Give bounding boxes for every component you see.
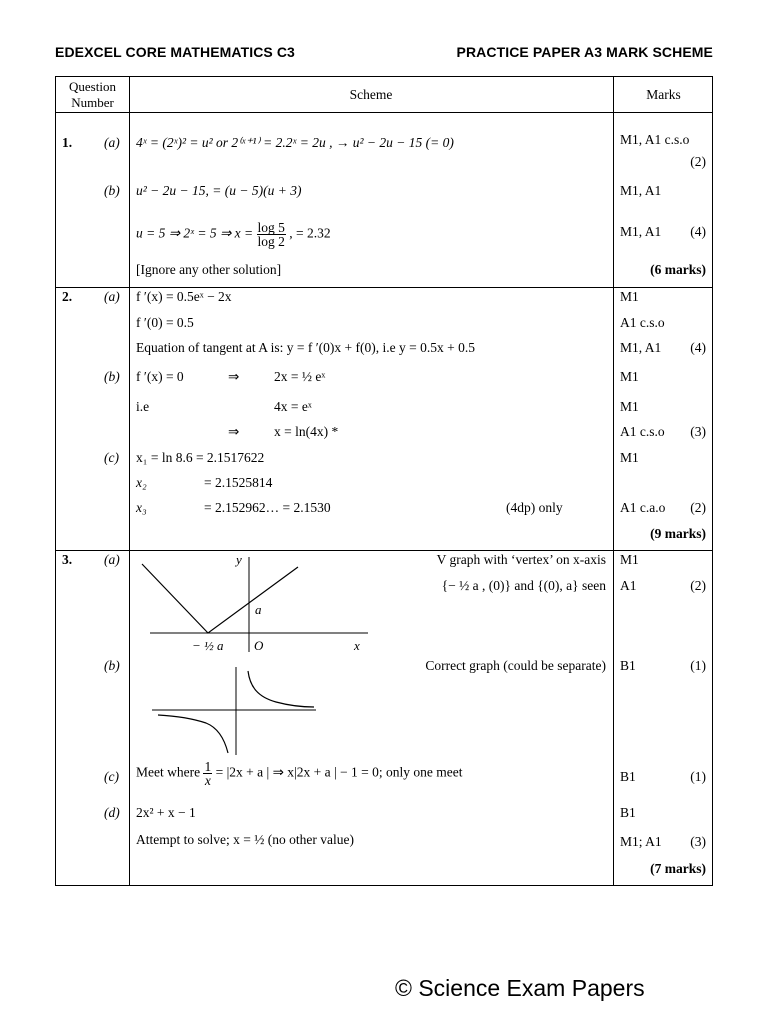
part-label: (b)	[104, 658, 120, 673]
mark-scheme-table	[55, 76, 713, 886]
scheme-line: 2x² + x − 1	[136, 805, 196, 820]
scheme-text: , = 2.32	[289, 225, 331, 241]
scheme-line: 4ˣ = (2ˣ)² = u² or 2⁽ˣ⁺¹⁾ = 2.2ˣ = 2u , → u² − 2u − 15 (= 0)	[136, 135, 454, 150]
marks: M1, A1 c.s.o	[620, 132, 690, 147]
part-label: (a)	[104, 552, 120, 567]
scheme-note: Correct graph (could be separate)	[425, 658, 606, 673]
marks: M1	[620, 552, 639, 567]
fraction	[203, 760, 212, 787]
implies-symbol: ⇒	[228, 424, 240, 439]
y-axis-label: y	[236, 552, 242, 567]
header-row-divider	[56, 112, 712, 113]
column-header-question: Question	[69, 79, 116, 94]
v-graph	[136, 552, 376, 657]
part-total: (2)	[690, 578, 706, 593]
fraction-denominator: log 2	[257, 234, 285, 249]
column-header-number: Number	[71, 95, 114, 110]
marks: M1, A1	[620, 340, 662, 355]
scheme-line: u² − 2u − 15, = (u − 5)(u + 3)	[136, 183, 302, 198]
reciprocal-graph	[146, 665, 326, 757]
part-label: (c)	[104, 769, 119, 784]
marks: M1	[620, 289, 639, 304]
marks: A1 c.a.o	[620, 500, 666, 515]
scheme-line: = 2.152962… = 2.1530	[204, 500, 331, 515]
marks: M1	[620, 399, 639, 414]
question-total: (6 marks)	[650, 262, 706, 277]
marks: M1, A1	[620, 183, 662, 198]
marks: M1	[620, 369, 639, 384]
scheme-line: x₂	[136, 475, 147, 490]
scheme-text: Meet where	[136, 764, 201, 780]
origin-label: O	[254, 638, 264, 653]
scheme-text: u = 5 ⇒ 2ˣ = 5 ⇒ x =	[136, 225, 254, 241]
part-total: (1)	[690, 658, 706, 673]
part-total: (2)	[690, 500, 706, 515]
column-header-scheme: Scheme	[349, 87, 393, 102]
scheme-line	[136, 221, 331, 248]
reciprocal-curve-positive	[248, 671, 314, 707]
scheme-line: f ′(x) = 0.5eˣ − 2x	[136, 289, 232, 304]
scheme-line: 4x = eˣ	[274, 399, 312, 414]
scheme-line: Equation of tangent at A is: y = f ′(0)x + f(0), i.e y = 0.5x + 0.5	[136, 340, 475, 355]
implies-symbol: ⇒	[228, 369, 240, 384]
scheme-note: {− ½ a , (0)} and {(0), a} seen	[441, 578, 606, 593]
scheme-line: [Ignore any other solution]	[136, 262, 282, 277]
scheme-line: x₃	[136, 500, 147, 515]
modulus-curve	[142, 564, 298, 633]
part-label: (b)	[104, 369, 120, 384]
scheme-line: x = ln(4x) *	[274, 424, 339, 439]
question-number: 2.	[62, 289, 73, 304]
marks: B1	[620, 805, 636, 820]
scheme-text: = |2x + a | ⇒ x|2x + a | − 1 = 0; only one meet	[215, 764, 463, 780]
part-total: (1)	[690, 769, 706, 784]
precision-note: (4dp) only	[506, 500, 563, 515]
scheme-line: f ′(x) = 0	[136, 369, 184, 384]
column-divider-2	[613, 77, 614, 885]
marks: B1	[620, 769, 636, 784]
scheme-line: = 2.1525814	[204, 475, 273, 490]
scheme-line	[136, 760, 463, 787]
part-label: (a)	[104, 135, 120, 150]
column-header-marks: Marks	[646, 87, 681, 102]
copyright-footer: © Science Exam Papers	[395, 975, 645, 1001]
fraction-numerator: 1	[204, 759, 212, 774]
part-label: (b)	[104, 183, 120, 198]
scheme-line: 2x = ½ eˣ	[274, 369, 326, 384]
part-total: (3)	[690, 424, 706, 439]
row-divider-q1	[56, 287, 712, 288]
question-total: (9 marks)	[650, 526, 706, 541]
scheme-line: f ′(0) = 0.5	[136, 315, 194, 330]
column-divider-1	[129, 77, 130, 885]
paper-subtitle: PRACTICE PAPER A3 MARK SCHEME	[456, 44, 713, 60]
marks: A1 c.s.o	[620, 315, 665, 330]
marks: B1	[620, 658, 636, 673]
fraction	[257, 221, 286, 248]
marks: M1, A1	[620, 224, 662, 239]
question-total: (7 marks)	[650, 861, 706, 876]
x-intercept-label: − ½ a	[192, 638, 224, 653]
part-label: (c)	[104, 450, 119, 465]
scheme-line: x₁ = ln 8.6 = 2.1517622	[136, 450, 265, 465]
paper-title: EDEXCEL CORE MATHEMATICS C3	[55, 44, 295, 60]
fraction-denominator: x	[204, 773, 211, 788]
x-axis-label: x	[354, 638, 360, 653]
reciprocal-curve-negative	[158, 715, 228, 753]
scheme-line: Attempt to solve; x = ½ (no other value)	[136, 832, 354, 847]
row-divider-q2	[56, 550, 712, 551]
part-total: (4)	[690, 224, 706, 239]
marks: M1	[620, 450, 639, 465]
scheme-note: V graph with ‘vertex’ on x-axis	[436, 552, 606, 567]
question-number: 3.	[62, 552, 73, 567]
part-total: (3)	[690, 834, 706, 849]
part-label: (a)	[104, 289, 120, 304]
marks: A1 c.s.o	[620, 424, 665, 439]
question-number: 1.	[62, 135, 73, 150]
part-total: (2)	[690, 154, 706, 169]
marks: A1	[620, 578, 637, 593]
part-label: (d)	[104, 805, 120, 820]
scheme-line: i.e	[136, 399, 150, 414]
y-intercept-label: a	[255, 602, 262, 617]
fraction-numerator: log 5	[257, 220, 285, 235]
part-total: (4)	[690, 340, 706, 355]
marks: M1; A1	[620, 834, 662, 849]
